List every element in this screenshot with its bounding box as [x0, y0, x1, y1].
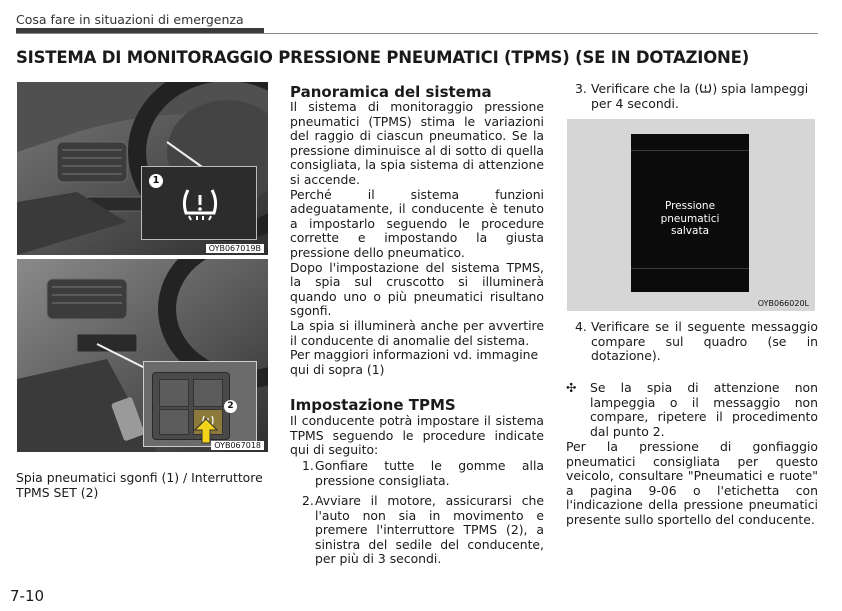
dashboard-photo: [17, 82, 268, 255]
overview-paragraph-1: Il sistema di monitoraggio pressione pneumatici (TPMS) stima le variazioni del raggio di ciascun pneumatico. Se la pressione diminuisce al di sotto di quella consigliata, la spia sistema di attenzione si accende.: [290, 99, 544, 187]
page-number: 7-10: [10, 587, 45, 605]
overview-paragraph-5: Per maggiori informazioni vd. immagine qui di sopra (1): [290, 347, 539, 377]
display-divider-bottom: [631, 268, 749, 269]
step-3: [575, 82, 818, 111]
callout-2-badge: 2: [224, 400, 237, 413]
step-3-number: 3.: [575, 81, 587, 96]
switch-photo: [17, 259, 268, 452]
note-text: Se la spia di attenzione non lampeggia o il messaggio non compare, ripetere il procedimento dal punto 2.: [590, 380, 818, 439]
display-message: [631, 200, 749, 238]
display-line-3: salvata: [670, 225, 710, 237]
overview-body: [290, 100, 544, 377]
step-1-text: Gonfiare tutte le gomme alla pressione consigliata.: [315, 458, 544, 488]
cluster-display-figure: [567, 119, 815, 311]
figure-code-bottom: OYB067018: [211, 441, 264, 450]
setup-heading: Impostazione TPMS: [290, 396, 456, 414]
step-4: [575, 320, 818, 364]
switch-inset: [143, 361, 257, 447]
overview-paragraph-2: Perché il sistema funzioni adeguatamente, il conducente è tenuto a impostarlo seguendo le procedure corrette e impostando la giusta pressione dello pneumatico.: [290, 186, 544, 260]
page-title: SISTEMA DI MONITORAGGIO PRESSIONE PNEUMATICI (TPMS) (SE IN DOTAZIONE): [16, 48, 750, 67]
blank-switch-1: [159, 379, 189, 407]
figure-code-display: OYB066020L: [757, 299, 809, 308]
note-symbol: ✣: [566, 380, 577, 395]
header-divider: [16, 33, 818, 34]
display-line-2: pneumatici: [660, 212, 720, 225]
step-2: [302, 494, 544, 567]
step-3-text-before: Verificare che la (: [591, 81, 700, 96]
figure-code-top: OYB067019B: [206, 244, 264, 253]
step-2-text: Avviare il motore, assicurarsi che l'auto non sia in movimento e premere l'interruttore TPMS (2), a sinistra del sedile del conducente, per più di 3 secondi.: [315, 493, 544, 567]
setup-intro: Il conducente potrà impostare il sistema TPMS seguendo le procedure indicate qui di seguito:: [290, 413, 544, 458]
cluster-display-screen: [631, 134, 749, 292]
step-1-number: 1.: [302, 458, 314, 473]
tpms-lamp-inset: [141, 166, 257, 240]
figure-caption: Spia pneumatici sgonfi (1) / Interruttore TPMS SET (2): [16, 470, 263, 500]
note-item: [566, 381, 818, 439]
switch-panel: [152, 372, 230, 440]
blank-switch-2: [193, 379, 223, 407]
callout-1-badge: 1: [149, 174, 163, 188]
tpms-inline-icon: [699, 83, 712, 94]
overview-paragraph-4: La spia si illuminerà anche per avvertire il conducente di anomalie del sistema.: [290, 317, 544, 348]
display-line-1: Pressione: [664, 200, 716, 212]
step-1: [302, 459, 544, 488]
step-2-number: 2.: [302, 493, 314, 508]
step-4-number: 4.: [575, 319, 587, 334]
tpms-warning-icon: [180, 187, 220, 221]
chapter-header: Cosa fare in situazioni di emergenza: [16, 12, 244, 27]
overview-heading: Panoramica del sistema: [290, 83, 492, 101]
overview-paragraph-3: Dopo l'impostazione del sistema TPMS, la spia sul cruscotto si illuminerà quando uno o più pneumatici risultano sgonfi.: [290, 259, 544, 319]
blank-switch-3: [159, 409, 189, 435]
step-4-text: Verificare se il seguente messaggio compare sul quadro (se in dotazione).: [591, 319, 818, 364]
closing-paragraph: Per la pressione di gonfiaggio pneumatici consigliata per questo veicolo, consultare "Pneumatici e ruote" a pagina 9-06 o l'etichetta con l'indicazione della pressione pneumatici presente sullo sportello del conducente.: [566, 439, 818, 527]
step-3-text-after: ) spia lampeggi per 4 secondi.: [591, 81, 809, 111]
display-divider-top: [631, 150, 749, 151]
